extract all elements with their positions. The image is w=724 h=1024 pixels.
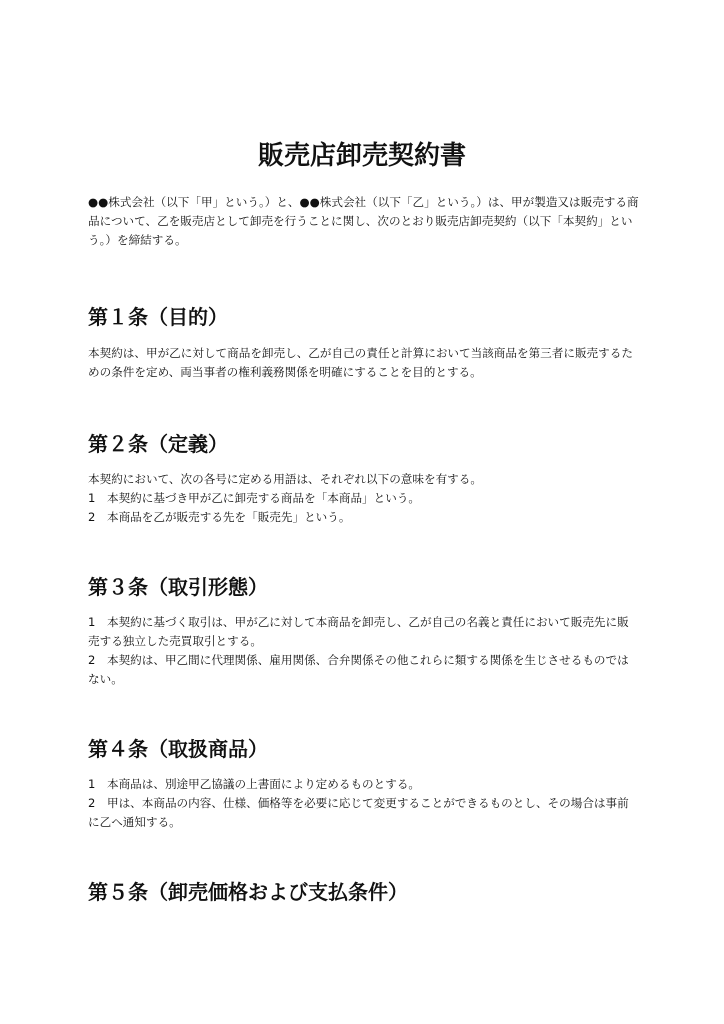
- document-title: 販売店卸売契約書: [257, 141, 466, 172]
- preamble: [88, 193, 640, 250]
- article-1-paragraph: 本契約は、甲が乙に対して商品を卸売し、乙が自己の責任と計算において当該商品を第三者に販売するための条件を定め、両当事者の権利義務関係を明確にすることを目的とする。: [88, 346, 633, 379]
- article-1-body: [88, 344, 640, 382]
- article-3-item-1: 1 本契約に基づく取引は、甲が乙に対して本商品を卸売し、乙が自己の名義と責任において販売先に販売する独立した売買取引とする。: [88, 615, 629, 648]
- article-4-item-2: 2 甲は、本商品の内容、仕様、価格等を必要に応じて変更することができるものとし、その場合は事前に乙へ通知する。: [88, 796, 629, 829]
- article-4-body: [88, 775, 640, 832]
- article-4-item-1: 1 本商品は、別途甲乙協議の上書面により定めるものとする。: [88, 777, 421, 791]
- preamble-text: ●●株式会社（以下「甲」という。）と、●●株式会社（以下「乙」という。）は、甲が製造又は販売する商品について、乙を販売店として卸売を行うことに関し、次のとおり販売店卸売契約（以下「本契約」という。）を締結する。: [88, 195, 639, 247]
- article-3-body: [88, 613, 640, 689]
- article-2-body: [88, 470, 640, 527]
- article-4-heading: 第４条（取扱商品）: [88, 737, 268, 761]
- article-3-heading: 第３条（取引形態）: [88, 575, 268, 599]
- article-2-item-2: 2 本商品を乙が販売する先を「販売先」という。: [88, 510, 351, 524]
- article-1-heading: 第１条（目的）: [88, 305, 228, 329]
- article-3-item-2: 2 本契約は、甲乙間に代理関係、雇用関係、合弁関係その他これらに類する関係を生じさせるものではない。: [88, 653, 629, 686]
- article-2-paragraph: 本契約において、次の各号に定める用語は、それぞれ以下の意味を有する。: [88, 472, 482, 486]
- article-2-heading: 第２条（定義）: [88, 432, 228, 456]
- article-5-heading: 第５条（卸売価格および支払条件）: [88, 880, 408, 904]
- article-2-item-1: 1 本契約に基づき甲が乙に卸売する商品を「本商品」という。: [88, 491, 421, 505]
